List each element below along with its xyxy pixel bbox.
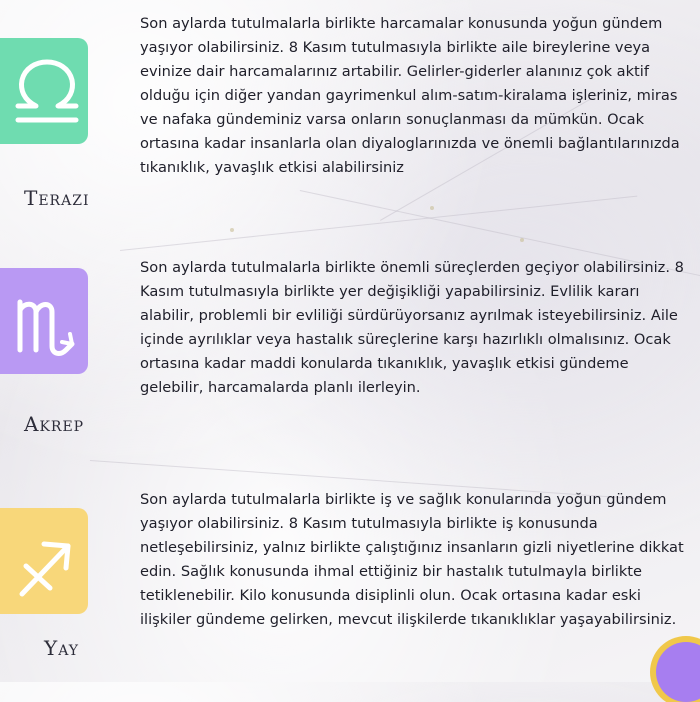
sign-description: Son aylarda tutulmalarla birlikte iş ve sağlık konularında yoğun gündem yaşıyor olabilirsiniz. 8 Kasım tutulmasıyla birlikte iş konusunda netleşebilirsiniz, yalnız birlikte çalıştığınız insanların gizli niyetlerine dikkat edin. Sağlık konusunda ihmal ettiğiniz bir hastalık tutulmayla birlikte tetiklenebilir. Kilo konusunda disiplinli olun. Ocak ortasına kadar eski ilişkiler gündeme gelirken, mevcut ilişkilerde tıkanıklıklar yaşayabilirsiniz. <box>140 491 684 628</box>
sign-section-akrep <box>0 240 700 450</box>
libra-icon <box>0 38 88 144</box>
sign-description: Son aylarda tutulmalarla birlikte önemli süreçlerden geçiyor olabilirsiniz. 8 Kasım tutulmasıyla birlikte yer değişikliği yapabilirsiniz. Evlilik kararı alabilir, problemli bir evliliği sürdürüyorsanız ayrılmak isteyebilirsiniz. Aile içinde ayrılıklar veya hastalık süreçlerine karşı hazırlıklı olmalısınız. Ocak ortasına kadar maddi konularda tıkanıklık, yavaşlık etkisi gündeme gelebilir, harcamalarda planlı ilerleyin. <box>140 259 684 396</box>
sagittarius-icon <box>0 508 88 614</box>
sign-name: Yay <box>44 636 79 660</box>
sign-description: Son aylarda tutulmalarla birlikte harcamalar konusunda yoğun gündem yaşıyor olabilirsiniz. 8 Kasım tutulmasıyla birlikte aile bireylerine veya evinize dair harcamalarınız artabilir. Gelirler-giderler alanınız çok aktif olduğu için diğer yandan gayrimenkul alım-satım-kiralama işleriniz, miras ve nafaka gündeminiz varsa onların sonuçlanması da mümkün. Ocak ortasına kadar insanlarla olan diyaloglarınızda ve önemli bağlantılarınızda tıkanıklık, yavaşlık etkisi alabilirsiniz <box>140 15 680 176</box>
sign-name: Terazi <box>24 186 90 210</box>
sign-name: Akrep <box>24 412 85 436</box>
scorpio-icon <box>0 268 88 374</box>
decorative-circle <box>656 642 700 702</box>
sign-section-terazi <box>0 0 700 230</box>
sign-section-yay <box>0 480 700 682</box>
